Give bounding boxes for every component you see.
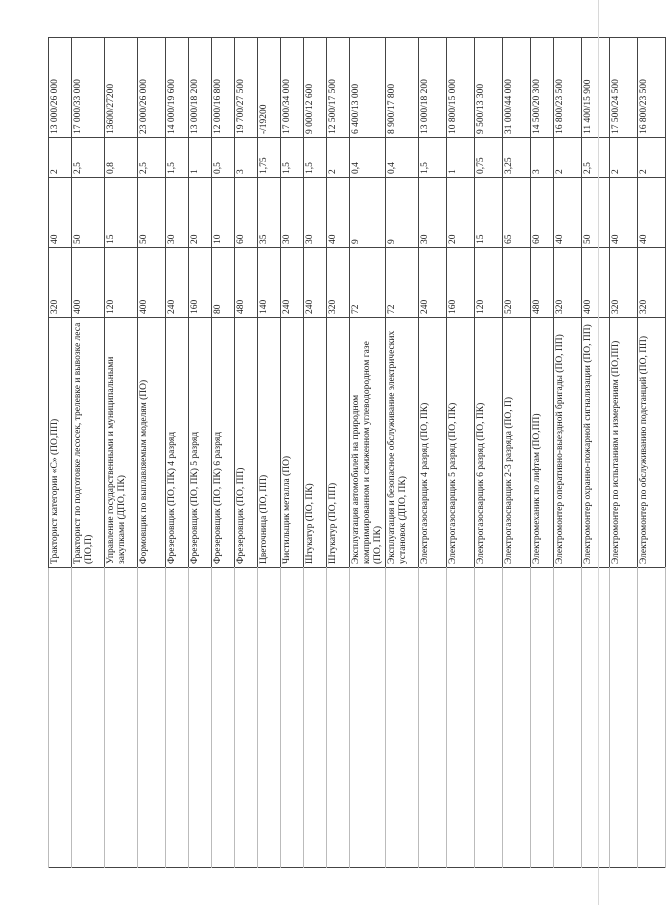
- cell-hours: 72: [386, 248, 419, 318]
- cell-group-size: 9: [386, 178, 419, 248]
- cell-blank: [638, 568, 666, 868]
- table-row: [49, 38, 72, 868]
- cell-hours: 72: [350, 248, 386, 318]
- course-price-table: [48, 37, 666, 868]
- cell-price: 17 500/24 500: [610, 38, 638, 138]
- cell-program-name: Формовщик по выплавляемым моделям (ПО): [138, 318, 166, 568]
- cell-hours: 240: [166, 248, 189, 318]
- cell-price: 6 400/13 000: [350, 38, 386, 138]
- cell-price: 12 500/17 500: [327, 38, 350, 138]
- cell-group-size: 15: [105, 178, 138, 248]
- cell-group-size: 20: [447, 178, 475, 248]
- cell-price: 14 000/19 600: [166, 38, 189, 138]
- cell-hours: 120: [105, 248, 138, 318]
- table-row: [105, 38, 138, 868]
- cell-price: 11 400/15 900: [582, 38, 610, 138]
- cell-group-size: 30: [304, 178, 327, 248]
- cell-price: 8 900/17 800: [386, 38, 419, 138]
- cell-blank: [235, 568, 258, 868]
- cell-price: 9 500/13 300: [475, 38, 503, 138]
- cell-duration-months: 3: [235, 138, 258, 178]
- cell-blank: [49, 568, 72, 868]
- cell-duration-months: 1,75: [258, 138, 281, 178]
- table-row: [503, 38, 531, 868]
- table-row: [72, 38, 105, 868]
- cell-blank: [212, 568, 235, 868]
- cell-price: 10 800/15 000: [447, 38, 475, 138]
- cell-blank: [327, 568, 350, 868]
- cell-blank: [386, 568, 419, 868]
- cell-program-name: Электромонтер по обслуживанию подстанций (ПО, ПП): [638, 318, 666, 568]
- cell-blank: [447, 568, 475, 868]
- table-row: [235, 38, 258, 868]
- cell-price: -/19200: [258, 38, 281, 138]
- cell-program-name: Тракторист категории «С» (ПО,ПП): [49, 318, 72, 568]
- cell-program-name: Электромонтер охранно-пожарной сигнализации (ПО, ПП): [582, 318, 610, 568]
- cell-hours: 480: [531, 248, 554, 318]
- cell-group-size: 65: [503, 178, 531, 248]
- cell-hours: 160: [189, 248, 212, 318]
- cell-program-name: Электрогазосварщик 5 разряд (ПО, ПК): [447, 318, 475, 568]
- table-row: [419, 38, 447, 868]
- cell-program-name: Штукатур (ПО, ПП): [327, 318, 350, 568]
- cell-group-size: 15: [475, 178, 503, 248]
- cell-blank: [610, 568, 638, 868]
- cell-duration-months: 0,8: [105, 138, 138, 178]
- cell-price: 12 000/16 800: [212, 38, 235, 138]
- cell-duration-months: 2: [554, 138, 582, 178]
- cell-price: 9 000/12 600: [304, 38, 327, 138]
- table-row: [189, 38, 212, 868]
- cell-price: 13 000/18 200: [419, 38, 447, 138]
- cell-duration-months: 2: [610, 138, 638, 178]
- cell-group-size: 40: [49, 178, 72, 248]
- scan-edge-line: [598, 0, 599, 905]
- cell-price: 14 500/20 300: [531, 38, 554, 138]
- table-row: [447, 38, 475, 868]
- cell-group-size: 40: [610, 178, 638, 248]
- cell-duration-months: 2: [638, 138, 666, 178]
- cell-group-size: 35: [258, 178, 281, 248]
- table-row: [166, 38, 189, 868]
- cell-group-size: 30: [281, 178, 304, 248]
- cell-price: 13 000/26 000: [49, 38, 72, 138]
- cell-blank: [189, 568, 212, 868]
- table-row: [638, 38, 666, 868]
- cell-blank: [475, 568, 503, 868]
- cell-hours: 400: [138, 248, 166, 318]
- cell-price: 19 700/27 500: [235, 38, 258, 138]
- table-row: [258, 38, 281, 868]
- cell-price: 17 000/34 000: [281, 38, 304, 138]
- cell-duration-months: 1,5: [304, 138, 327, 178]
- cell-duration-months: 2,5: [582, 138, 610, 178]
- cell-hours: 80: [212, 248, 235, 318]
- cell-blank: [582, 568, 610, 868]
- cell-program-name: Электрогазосварщик 6 разряд (ПО, ПК): [475, 318, 503, 568]
- cell-hours: 400: [582, 248, 610, 318]
- cell-price: 23 000/26 000: [138, 38, 166, 138]
- cell-blank: [503, 568, 531, 868]
- cell-blank: [419, 568, 447, 868]
- cell-group-size: 40: [554, 178, 582, 248]
- cell-price: 16 800/23 500: [554, 38, 582, 138]
- cell-duration-months: 1,5: [281, 138, 304, 178]
- cell-group-size: 50: [582, 178, 610, 248]
- cell-group-size: 10: [212, 178, 235, 248]
- table-row: [386, 38, 419, 868]
- cell-blank: [72, 568, 105, 868]
- table-row: [138, 38, 166, 868]
- cell-group-size: 60: [531, 178, 554, 248]
- cell-hours: 120: [475, 248, 503, 318]
- cell-program-name: Электромонтер оперативно-выездной бригады (ПО, ПП): [554, 318, 582, 568]
- cell-duration-months: 0,4: [386, 138, 419, 178]
- cell-hours: 400: [72, 248, 105, 318]
- cell-hours: 240: [304, 248, 327, 318]
- cell-blank: [554, 568, 582, 868]
- table-row: [304, 38, 327, 868]
- table-row: [582, 38, 610, 868]
- cell-blank: [166, 568, 189, 868]
- cell-blank: [138, 568, 166, 868]
- cell-hours: 320: [554, 248, 582, 318]
- table-row: [475, 38, 503, 868]
- cell-duration-months: 2: [327, 138, 350, 178]
- table-row: [327, 38, 350, 868]
- rotated-table-frame: [48, 38, 649, 868]
- cell-program-name: Чистильщик металла (ПО): [281, 318, 304, 568]
- cell-price: 13 000/18 200: [189, 38, 212, 138]
- cell-hours: 240: [281, 248, 304, 318]
- cell-duration-months: 2,5: [138, 138, 166, 178]
- cell-hours: 320: [610, 248, 638, 318]
- cell-hours: 140: [258, 248, 281, 318]
- cell-group-size: 40: [638, 178, 666, 248]
- cell-hours: 480: [235, 248, 258, 318]
- cell-price: 31 000/44 000: [503, 38, 531, 138]
- cell-duration-months: 2,5: [72, 138, 105, 178]
- cell-program-name: Фрезеровщик (ПО, ПК) 5 разряд: [189, 318, 212, 568]
- cell-duration-months: 2: [49, 138, 72, 178]
- table-row: [212, 38, 235, 868]
- cell-duration-months: 3,25: [503, 138, 531, 178]
- cell-blank: [281, 568, 304, 868]
- cell-duration-months: 1: [447, 138, 475, 178]
- cell-blank: [531, 568, 554, 868]
- cell-hours: 240: [419, 248, 447, 318]
- cell-group-size: 9: [350, 178, 386, 248]
- cell-duration-months: 1,5: [419, 138, 447, 178]
- cell-program-name: Фрезеровщик (ПО, ПК) 6 разряд: [212, 318, 235, 568]
- table-body: [49, 38, 666, 868]
- cell-blank: [304, 568, 327, 868]
- cell-program-name: Эксплуатация автомобилей на природном компримированном и сжиженном углеводородном газе (ПО, ПК): [350, 318, 386, 568]
- cell-price: 17 000/33 000: [72, 38, 105, 138]
- cell-program-name: Цветочница (ПО, ПП): [258, 318, 281, 568]
- cell-group-size: 30: [166, 178, 189, 248]
- table-row: [531, 38, 554, 868]
- cell-group-size: 60: [235, 178, 258, 248]
- cell-program-name: Штукатур (ПО, ПК): [304, 318, 327, 568]
- table-row: [350, 38, 386, 868]
- cell-group-size: 40: [327, 178, 350, 248]
- cell-group-size: 50: [72, 178, 105, 248]
- cell-hours: 320: [327, 248, 350, 318]
- cell-duration-months: 0,4: [350, 138, 386, 178]
- cell-program-name: Электромеханик по лифтам (ПО,ПП): [531, 318, 554, 568]
- table-row: [281, 38, 304, 868]
- cell-duration-months: 1,5: [166, 138, 189, 178]
- cell-blank: [350, 568, 386, 868]
- cell-hours: 520: [503, 248, 531, 318]
- table-row: [554, 38, 582, 868]
- cell-program-name: Фрезеровщик (ПО, ПП): [235, 318, 258, 568]
- cell-duration-months: 0,5: [212, 138, 235, 178]
- cell-price: 13600/27200: [105, 38, 138, 138]
- table-row: [610, 38, 638, 868]
- cell-program-name: Тракторист по подготовке лесосек, трелевке и вывозке леса (ПО,П): [72, 318, 105, 568]
- cell-blank: [258, 568, 281, 868]
- cell-program-name: Электрогазосварщик 2-3 разряда (ПО, П): [503, 318, 531, 568]
- cell-duration-months: 0,75: [475, 138, 503, 178]
- cell-price: 16 800/23 500: [638, 38, 666, 138]
- cell-hours: 320: [49, 248, 72, 318]
- cell-blank: [105, 568, 138, 868]
- cell-group-size: 20: [189, 178, 212, 248]
- cell-group-size: 50: [138, 178, 166, 248]
- cell-program-name: Управление государственными и муниципальными закупками (ДПО, ПК): [105, 318, 138, 568]
- cell-duration-months: 3: [531, 138, 554, 178]
- cell-program-name: Электрогазосварщик 4 разряд (ПО, ПК): [419, 318, 447, 568]
- cell-duration-months: 1: [189, 138, 212, 178]
- cell-hours: 320: [638, 248, 666, 318]
- cell-program-name: Эксплуатация и безопасное обслуживание электрических установок (ДПО, ПК): [386, 318, 419, 568]
- cell-group-size: 30: [419, 178, 447, 248]
- cell-program-name: Электромонтер по испытаниям и измерениям (ПО,ПП): [610, 318, 638, 568]
- cell-program-name: Фрезеровщик (ПО, ПК) 4 разряд: [166, 318, 189, 568]
- cell-hours: 160: [447, 248, 475, 318]
